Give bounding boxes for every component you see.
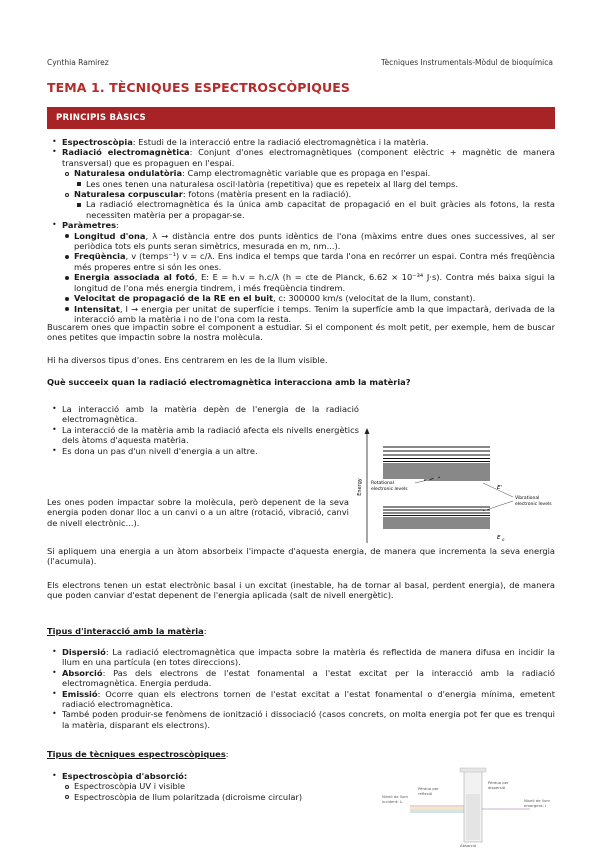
list-item: • Dispersió: La radiació electromagnètica que impacta sobre la matèria és reflectida de manera difusa en incidir la llum en una partícula (en totes direccions).	[47, 647, 555, 668]
list-item: • Emissió: Ocorre quan els electrons tornen de l'estat excitat a l'estat fonamental o d'energia mínima, emetent radiació electromagnètica.	[47, 689, 555, 710]
interaction-list	[47, 404, 359, 456]
list-item: • La interacció de la matèria amb la radiació afecta els nivells energètics dels àtoms d'aquesta matèria.	[47, 425, 359, 446]
list-item: • Es dona un pas d'un nivell d'energia a un altre.	[47, 446, 359, 456]
list-item: • La interacció amb la matèria depèn de l'energia de la radiació electromagnètica.	[47, 404, 359, 425]
label-emergent-2: emergent: I	[524, 803, 547, 808]
paragraph: Els electrons tenen un estat electrònic basal i un excitat (inestable, ha de tornar al basal, perdent energia), de manera que poden canviar d'estat depenent de l'energia aplicada (salt de nivell energètic).	[47, 580, 555, 601]
paragraph: Hi ha diversos tipus d'ones. Ens centrarem en les de la llum visible.	[47, 355, 328, 365]
list-item: Longitud d'ona, λ → distància entre dos punts idèntics de l'ona (màxims entre dues ones successives, al ser periòdica tots els punts seran simètrics, mesurada en m, nm...).	[62, 231, 555, 252]
list-item: • Radiació electromagnètica: Conjunt d'ones electromagnètiques (component elèctric + magnètic de manera transversal) que es propaguen en l'espai. Naturalesa ondulatòria: Camp electromagnètic variable que es propaga en l'espai. Les ones tenen una naturalesa oscil·latòria (repetitiva) que es repeteix al llarg del temps. Naturalesa corpuscular: fotons (matèria present en la radiació). La radiació electromagnètica és la única amb capacitat de propagació en el buit gràcies als fotons, la resta necessiten matèria per a propagar-se.	[47, 147, 555, 220]
list-item: Naturalesa ondulatòria: Camp electromagnètic variable que es propaga en l'espai. Les ones tenen una naturalesa oscil·latòria (repetitiva) que es repeteix al llarg del temps.	[62, 168, 555, 189]
section-title: PRINCIPIS BÀSICS	[56, 113, 146, 123]
label-dispersion: Pèrdua per	[488, 780, 509, 785]
paragraph: Buscarem ones que impactin sobre el component a estudiar. Si el component és molt petit, per exemple, hem de buscar ones petites que impactin sobre la nostra molècula.	[47, 322, 555, 343]
types-list	[47, 647, 555, 730]
header-course: Tècniques Instrumentals-Mòdul de bioquímica	[380, 58, 553, 67]
axis-label-energy: Energy	[357, 478, 363, 496]
list-item: Espectroscòpia UV i visible	[62, 781, 367, 791]
list-item: Freqüència, v (temps⁻¹) v = c/λ. Ens indica el temps que tarda l'ona en recórrer un espai. Contra més freqüència més properes entre si són les ones.	[62, 251, 555, 272]
absorption-cuvette-diagram	[380, 764, 555, 848]
list-item: Velocitat de propagació de la RE en el buit, c: 300000 km/s (velocitat de la llum, constant).	[62, 293, 555, 303]
list-item: Naturalesa corpuscular: fotons (matèria present en la radiació). La radiació electromagnètica és la única amb capacitat de propagació en el buit gràcies als fotons, la resta necessiten matèria per a propagar-se.	[62, 189, 555, 220]
page-title: TEMA 1. TÈCNIQUES ESPECTROSCÒPIQUES	[47, 80, 350, 95]
list-item: La radiació electromagnètica és la única amb capacitat de propagació en el buit gràcies als fotons, la resta necessiten matèria per a propagar-se.	[74, 199, 555, 220]
vibrational-label-2: electronic levels	[515, 502, 552, 507]
list-item: • També poden produir-se fenòmens de ionització i dissociació (casos concrets, on molta energia pot fer que es trenqui la matèria, disparant els electrons).	[47, 709, 555, 730]
types-heading: Tipus d'interacció amb la matèria:	[47, 626, 207, 636]
techniques-list	[47, 771, 367, 802]
list-item: Les ones tenen una naturalesa oscil·latòria (repetitiva) que es repeteix al llarg del temps.	[74, 179, 555, 189]
list-item: • Espectroscòpia d'absorció: Espectroscòpia UV i visible Espectroscòpia de llum polaritzada (dicroisme circular)	[47, 771, 367, 802]
list-item: • Absorció: Pas dels electrons de l'estat fonamental a l'estat excitat per la interacció amb la radiació electromagnètica. Energia perduda.	[47, 668, 555, 689]
list-item: Intensitat, I → energia per unitat de superfície i temps. Tenim la superfície amb la que impactarà, derivada de la interacció amb la matèria i no de l'ona com la resta.	[62, 304, 555, 325]
label-incident-2: incident: I₀	[382, 799, 403, 804]
question-heading: Què succeeix quan la radiació electromagnètica interacciona amb la matèria?	[47, 377, 411, 387]
list-item: Energia associada al fotó, E: E = h.v = h.c/λ (h = cte de Planck, 6.62 × 10⁻³⁴ J·s). Contra més baixa sigui la longitud de l'ona més energia tindrem, i més freqüència tindrem.	[62, 272, 555, 293]
rotational-label-2: electronic levels	[371, 487, 408, 492]
excited-level-label: E'	[497, 485, 502, 491]
paragraph: Les ones poden impactar sobre la molècula, però depenent de la seva energia poden donar lloc a un canvi o a un altre (rotació, vibració, canvi de nivell electrònic...).	[47, 497, 349, 528]
definitions-block	[47, 137, 555, 324]
label-reflection: Pèrdua per	[418, 786, 439, 791]
vibrational-label: Vibrational	[515, 496, 540, 501]
energy-level-diagram	[355, 427, 555, 545]
label-dispersion-2: dispersió	[488, 785, 506, 790]
paragraph: Si apliquem una energia a un àtom absorbeix l'impacte d'aquesta energia, de manera que incrementa la seva energia (l'acumula).	[47, 546, 555, 567]
label-reflection-2: reflexió	[418, 791, 433, 796]
list-item: • Paràmetres: Longitud d'ona, λ → distància entre dos punts idèntics de l'ona (màxims entre dues ones successives, al ser periòdica tots els punts seran simètrics, mesurada en m, nm...). Freqüència, v (temps⁻¹) v = c/λ. Ens indica el temps que tarda l'ona en recórrer un espai. Contra més freqüència més properes entre si són les ones. Energia associada al fotó, E: E = h.v = h.c/λ (h = cte de Planck, 6.62 × 10⁻³⁴ J·s). Contra més baixa sigui la longitud de l'ona més energia tindrem, i més freqüència tindrem. Velocitat de propagació de la RE en el buit, c: 300000 km/s (velocitat de la llum, constant). Intensitat, I → energia per unitat de superfície i temps. Tenim la superfície amb la que impactarà, derivada de la interacció amb la matèria i no de l'ona com la resta.	[47, 220, 555, 324]
list-item: Espectroscòpia de llum polaritzada (dicroisme circular)	[62, 792, 367, 802]
label-absorption: Absorció	[460, 843, 477, 848]
rotational-label: Rotational	[371, 481, 394, 486]
list-item: • Espectroscòpia: Estudi de la interacció entre la radiació electromagnètica i la matèria.	[47, 137, 555, 147]
section-banner	[47, 107, 555, 129]
techniques-heading: Tipus de tècniques espectroscòpiques:	[47, 749, 229, 759]
header-author: Cynthia Ramirez	[47, 58, 109, 67]
label-incident: Nivell de llum	[382, 794, 408, 799]
ground-level-label: E	[497, 535, 501, 541]
ground-level-subscript: 0	[502, 537, 505, 542]
label-emergent: Nivell de llum	[524, 798, 550, 803]
